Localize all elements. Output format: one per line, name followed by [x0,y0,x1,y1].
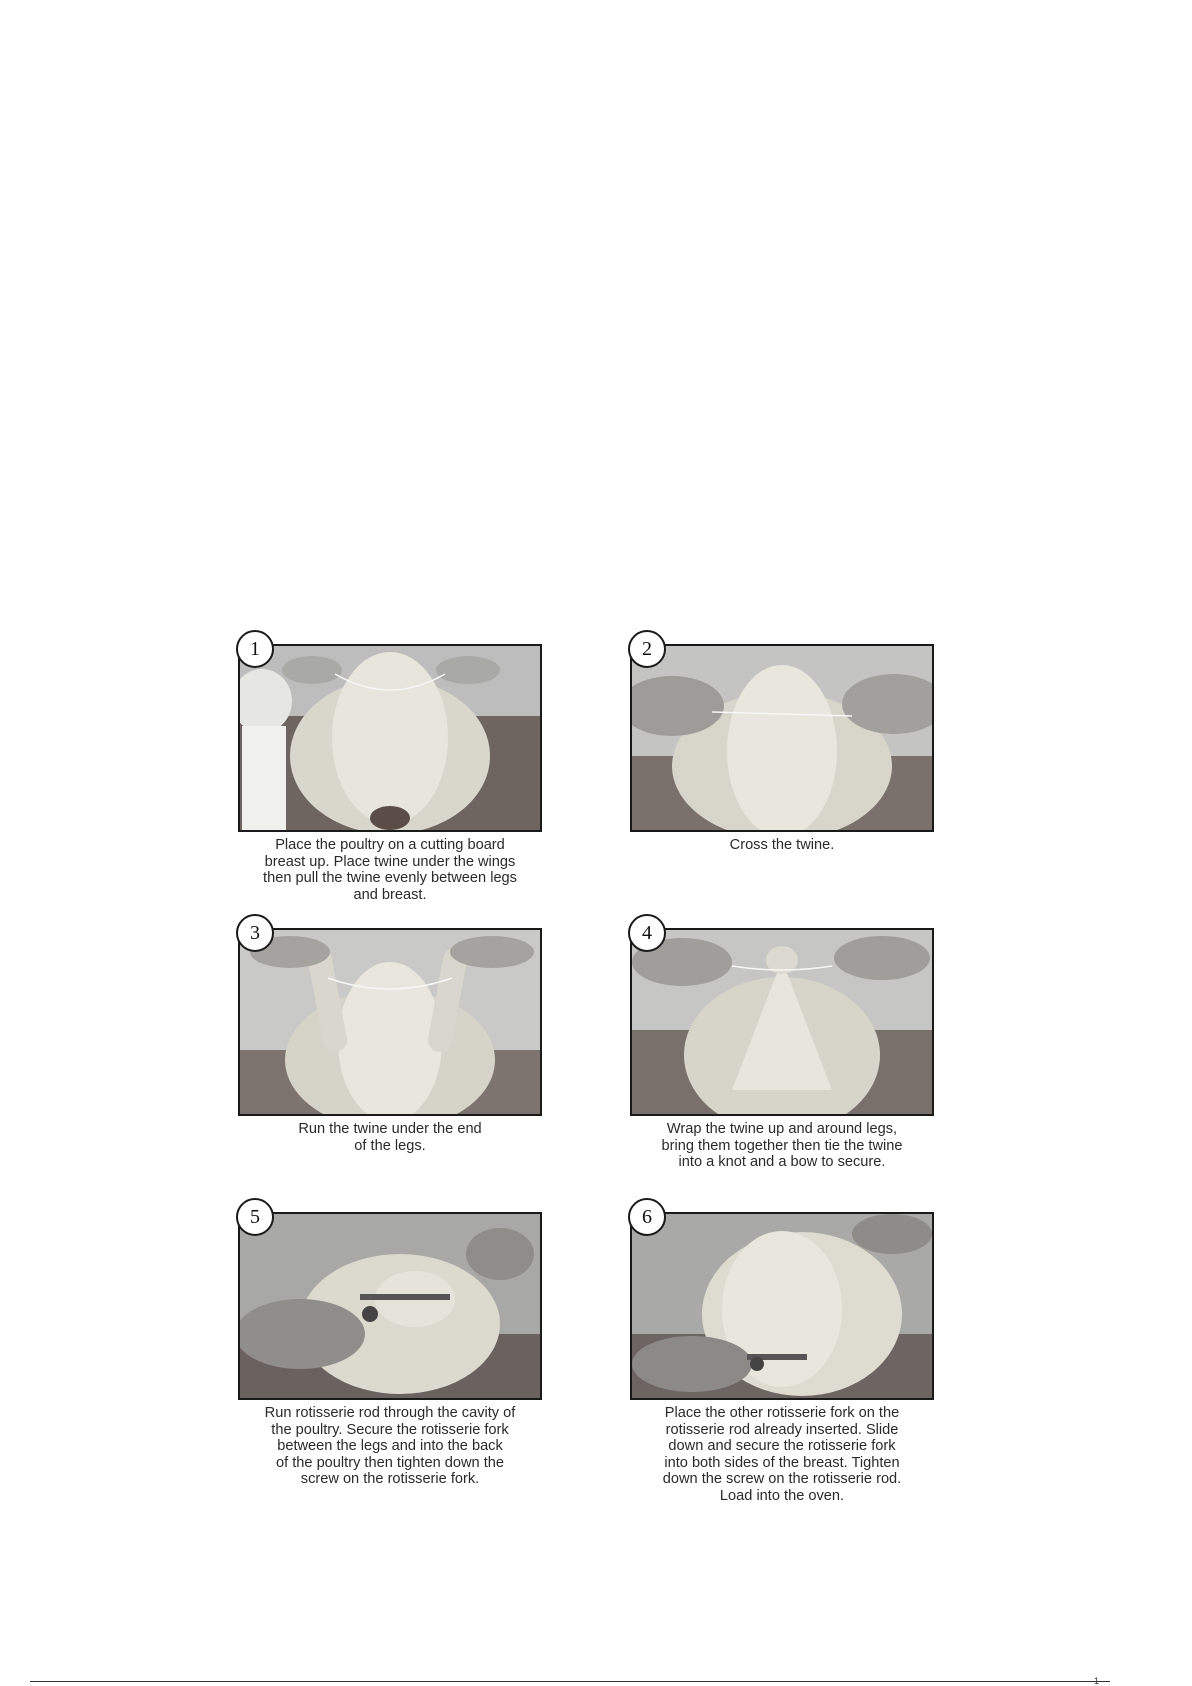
step-2-photo [630,644,934,832]
poultry-photo-4 [632,930,932,1114]
step-3-photo [238,928,542,1116]
step-6-caption: Place the other rotisserie fork on the rotisserie rod already inserted. Slide down and secure the rotisserie fork into both sides of the breast. Tighten down the screw on the rotisserie rod. Load into the oven. [662,1405,902,1504]
step-number-badge: 3 [236,914,274,952]
step-number-badge: 4 [628,914,666,952]
poultry-photo-5 [240,1214,540,1398]
step-4-caption: Wrap the twine up and around legs, bring them together then tie the twine into a knot and a bow to secure. [661,1121,903,1170]
step-number-badge: 6 [628,1198,666,1236]
footer-rule [30,1681,1110,1682]
step-number-badge: 2 [628,630,666,668]
page-corner-mark: 1 [1094,1676,1100,1686]
step-5-caption: Run rotisserie rod through the cavity of the poultry. Secure the rotisserie fork between the legs and into the back of the poultry then tighten down the screw on the rotisserie fork. [264,1405,516,1487]
step-1-photo [238,644,542,832]
poultry-photo-1 [240,646,540,830]
step-number-badge: 1 [236,630,274,668]
poultry-photo-3 [240,930,540,1114]
step-2-caption: Cross the twine. [729,837,835,853]
step-number-badge: 5 [236,1198,274,1236]
poultry-photo-2 [632,646,932,830]
step-4-photo [630,928,934,1116]
poultry-photo-6 [632,1214,932,1398]
step-5-photo [238,1212,542,1400]
step-6-photo [630,1212,934,1400]
step-3-caption: Run the twine under the end of the legs. [298,1121,482,1154]
step-1-caption: Place the poultry on a cutting board breast up. Place twine under the wings then pull the twine evenly between legs and breast. [263,837,517,903]
